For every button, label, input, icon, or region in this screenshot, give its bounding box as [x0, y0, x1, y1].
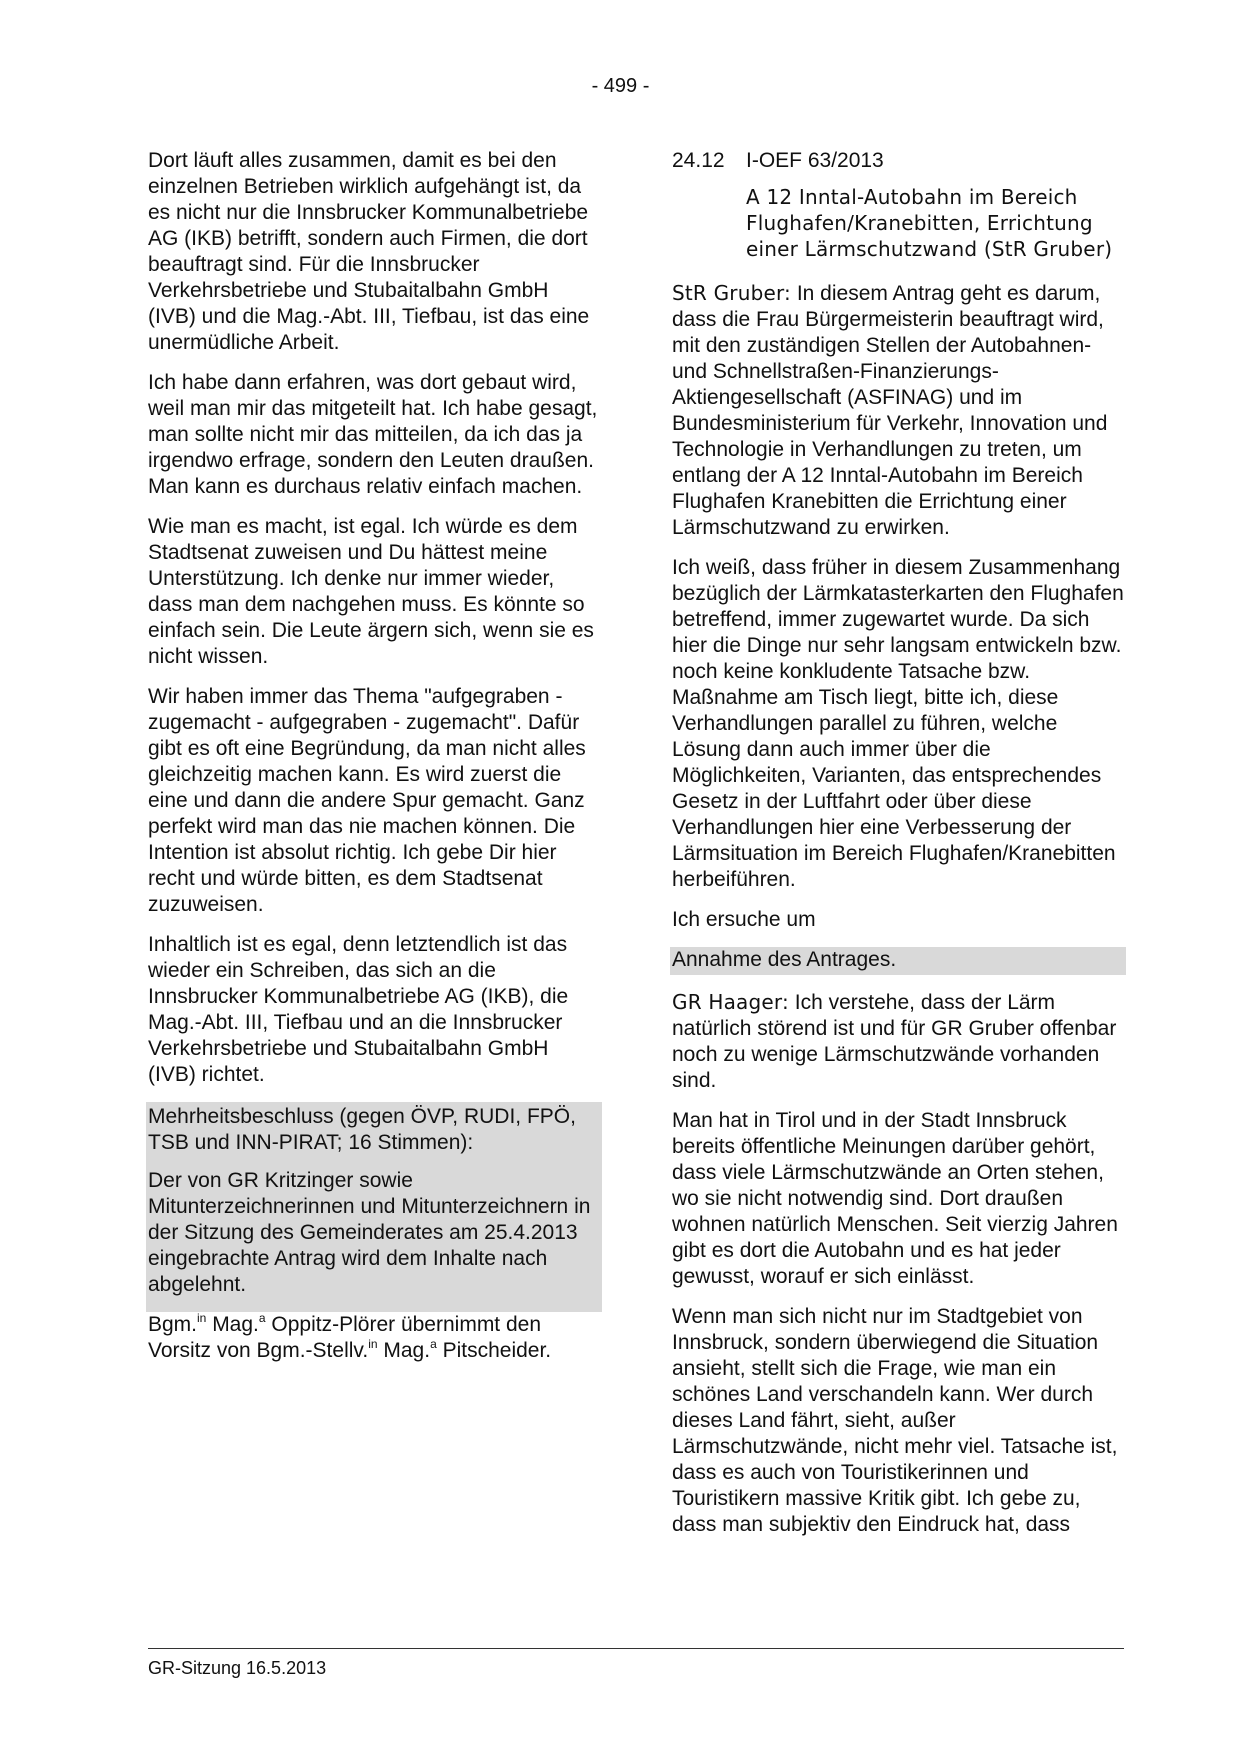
speech-paragraph: [672, 989, 1124, 1094]
request-intro: Ich ersuche um: [672, 908, 816, 931]
chair-note-text: Pitscheider.: [436, 1339, 552, 1362]
chair-note-text: Mag.: [206, 1313, 259, 1336]
paragraph: Inhaltlich ist es egal, denn letztendlich ist das wieder ein Schreiben, das sich an die Innsbrucker Kommunalbetriebe AG (IKB), die Mag.-Abt. III, Tiefbau und an die Innsbrucker Verkehrsbetriebe und Stubaitalbahn GmbH (IVB) richtet.: [148, 933, 569, 1086]
request-highlight: Annahme des Antrages.: [672, 948, 897, 971]
resolution-heading: Mehrheitsbeschluss (gegen ÖVP, RUDI, FPÖ, TSB und INN-PIRAT; 16 Stimmen):: [148, 1105, 576, 1154]
speech-text: Ich verstehe, dass der Lärm natürlich störend ist und für GR Gruber offenbar noch zu wenige Lärmschutzwände vorhanden sind.: [672, 991, 1117, 1092]
paragraph: Dort läuft alles zusammen, damit es bei den einzelnen Betrieben wirklich aufgehängt ist, da es nicht nur die Innsbrucker Kommunalbetriebe AG (IKB) betrifft, sondern auch Firmen, die dort beauftragt sind. Für die Innsbrucker Verkehrsbetriebe und Stubaitalbahn GmbH (IVB) und die Mag.-Abt. III, Tiefbau, ist das eine unermüdliche Arbeit.: [148, 149, 590, 354]
left-column: [148, 148, 600, 1378]
speech-paragraph: Ich weiß, dass früher in diesem Zusammenhang bezüglich der Lärmkatasterkarten den Flughafen betreffend, immer zugewartet wurde. Da sich hier die Dinge nur sehr langsam entwickeln bzw. noch keine konkludente Tatsache bzw. Maßnahme am Tisch liegt, bitte ich, diese Verhandlungen parallel zu führen, welche Lösung dann auch immer über die Möglichkeiten, Varianten, das entsprechendes Gesetz in der Luftfahrt oder über diese Verhandlungen hier eine Verbesserung der Lärmsituation im Bereich Flughafen/Kranebitten herbeiführen.: [672, 556, 1124, 891]
chair-note-text: Oppitz-Plörer übernimmt den Vorsitz von Bgm.-Stellv.: [148, 1313, 542, 1362]
superscript: a: [258, 1311, 266, 1325]
agenda-item-code: I-OEF 63/2013: [746, 149, 884, 172]
paragraph: Wir haben immer das Thema "aufgegraben - zugemacht - aufgegraben - zugemacht". Dafür gibt es oft eine Begründung, da man nicht alles gleichzeitig machen kann. Es wird zuerst die eine und dann die andere Spur gemacht. Ganz perfekt wird man das nie machen können. Die Intention ist absolut richtig. Ich gebe Dir hier recht und würde bitten, es dem Stadtsenat zuzuweisen.: [148, 685, 586, 916]
resolution-box: [146, 1102, 602, 1312]
footer-session-label: GR-Sitzung 16.5.2013: [148, 1658, 327, 1678]
superscript: in: [197, 1311, 207, 1325]
agenda-item-header: [672, 148, 1124, 174]
speech-paragraph: [672, 280, 1124, 541]
agenda-item-number: 24.12: [672, 149, 725, 172]
chair-note: [148, 1312, 600, 1364]
speech-text: In diesem Antrag geht es darum, dass die Frau Bürgermeisterin beauftragt wird, mit den zuständigen Stellen der Autobahnen- und Schnellstraßen-Finanzierungs-Aktiengesellschaft (ASFINAG) und im Bundesministerium für Verkehr, Innovation und Technologie in Verhandlungen zu treten, um entlang der A 12 Inntal-Autobahn im Bereich Flughafen Kranebitten die Errichtung einer Lärmschutzwand zu erwirken.: [672, 282, 1108, 539]
right-column: [672, 148, 1124, 1552]
chair-note-text: Mag.: [377, 1339, 431, 1362]
request-highlight-box: [670, 947, 1126, 975]
paragraph: Ich habe dann erfahren, was dort gebaut wird, weil man mir das mitgeteilt hat. Ich habe gesagt, man sollte nicht mir das mitteilen, da ich das ja irgendwo erfrage, sondern den Leuten draußen. Man kann es durchaus relativ einfach machen.: [148, 371, 598, 498]
speaker-name: StR Gruber:: [672, 281, 791, 305]
speaker-name: GR Haager:: [672, 990, 789, 1014]
page-number: - 499 -: [591, 75, 650, 97]
paragraph: Wie man es macht, ist egal. Ich würde es dem Stadtsenat zuweisen und Du hättest meine Unterstützung. Ich denke nur immer wieder, dass man dem nachgehen muss. Es könnte so einfach sein. Die Leute ärgern sich, wenn sie es nicht wissen.: [148, 515, 594, 668]
agenda-item-title: A 12 Inntal-Autobahn im Bereich Flughafen/Kranebitten, Errichtung einer Lärmschutzwand (StR Gruber): [746, 185, 1113, 261]
speech-paragraph: Man hat in Tirol und in der Stadt Innsbruck bereits öffentliche Meinungen darüber gehört, dass viele Lärmschutzwände an Orten stehen, wo sie nicht notwendig sind. Dort draußen wohnen natürlich Menschen. Seit vierzig Jahren gibt es dort die Autobahn und es hat jeder gewusst, worauf er sich einlässt.: [672, 1109, 1118, 1288]
resolution-text: Der von GR Kritzinger sowie Mitunterzeichnerinnen und Mitunterzeichnern in der Sitzung des Gemeinderates am 25.4.2013 eingebrachte Antrag wird dem Inhalte nach abgelehnt.: [148, 1169, 591, 1296]
superscript: a: [430, 1337, 437, 1351]
speech-paragraph: Wenn man sich nicht nur im Stadtgebiet von Innsbruck, sondern überwiegend die Situation ansieht, stellt sich die Frage, wie man ein schönes Land verschandeln kann. Wer durch dieses Land fährt, sieht, außer Lärmschutzwände, nicht mehr viel. Tatsache ist, dass es auch von Touristikerinnen und Touristikern massive Kritik gibt. Ich gebe zu, dass man subjektiv den Eindruck hat, dass: [672, 1305, 1118, 1536]
chair-note-text: Bgm.: [148, 1313, 198, 1336]
superscript: in: [368, 1337, 378, 1351]
footer-divider: [148, 1648, 1124, 1649]
